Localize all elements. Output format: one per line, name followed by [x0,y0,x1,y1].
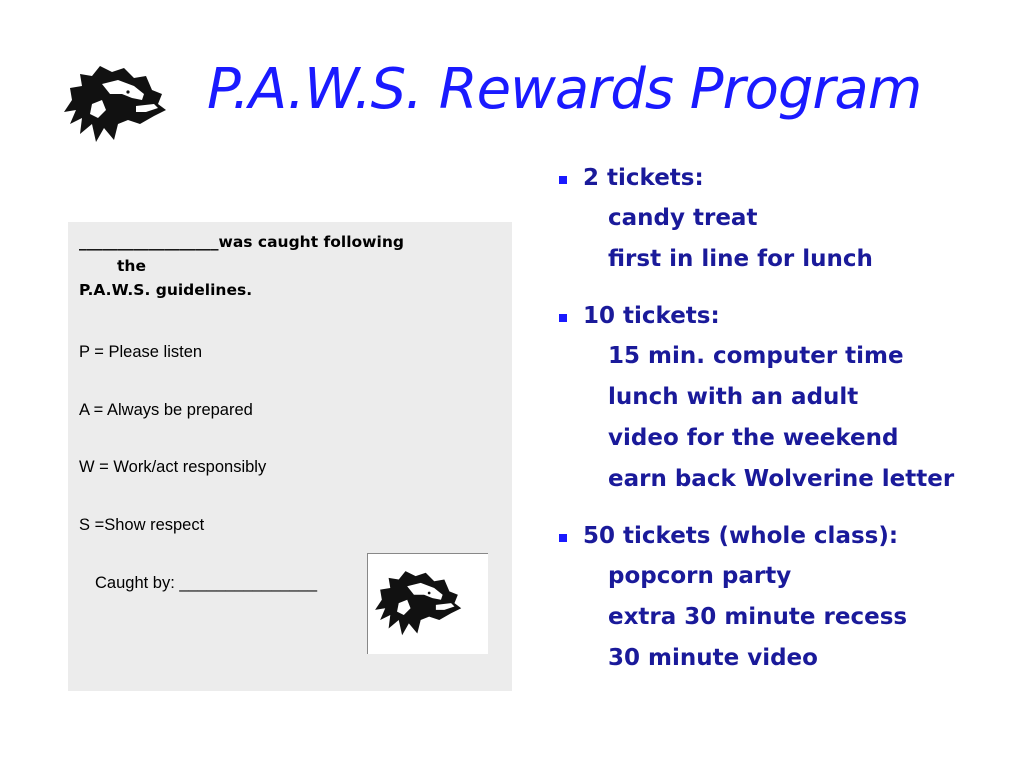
reward-item: video for the weekend [608,425,899,451]
page-title: P.A.W.S. Rewards Program [207,57,922,122]
reward-item: earn back Wolverine letter [608,466,955,492]
reward-item: 30 minute video [608,645,818,671]
wolverine-logo-icon [62,60,170,150]
caught-by-line: Caught by: _______________ [95,574,318,592]
reward-item: first in line for lunch [608,246,873,272]
bullet-icon [559,176,567,184]
rule-work-responsibly: W = Work/act responsibly [79,458,267,476]
reward-item: candy treat [608,205,758,231]
rule-show-respect: S =Show respect [79,516,205,534]
card-header-line-3: P.A.W.S. guidelines. [79,281,253,299]
rule-always-be-prepared: A = Always be prepared [79,401,253,419]
reward-group-2-tickets [556,158,1016,280]
reward-item: 15 min. computer time [608,343,904,369]
reward-heading: 2 tickets: [583,165,704,191]
card-header-line-1: __________________was caught following [79,233,404,251]
reward-item: lunch with an adult [608,384,859,410]
wolverine-stamp-icon [371,566,467,642]
rewards-list [556,158,1016,695]
card-stamp [367,553,488,654]
reward-heading: 50 tickets (whole class): [583,523,899,549]
card-header-line-2: the [117,257,146,275]
reward-heading: 10 tickets: [583,303,720,329]
caught-card [68,222,512,691]
reward-item: extra 30 minute recess [608,604,908,630]
bullet-icon [559,534,567,542]
card-header [79,230,504,302]
bullet-icon [559,314,567,322]
reward-group-50-tickets [556,516,1016,679]
reward-group-10-tickets [556,296,1016,500]
rule-please-listen: P = Please listen [79,343,203,361]
reward-item: popcorn party [608,563,792,589]
